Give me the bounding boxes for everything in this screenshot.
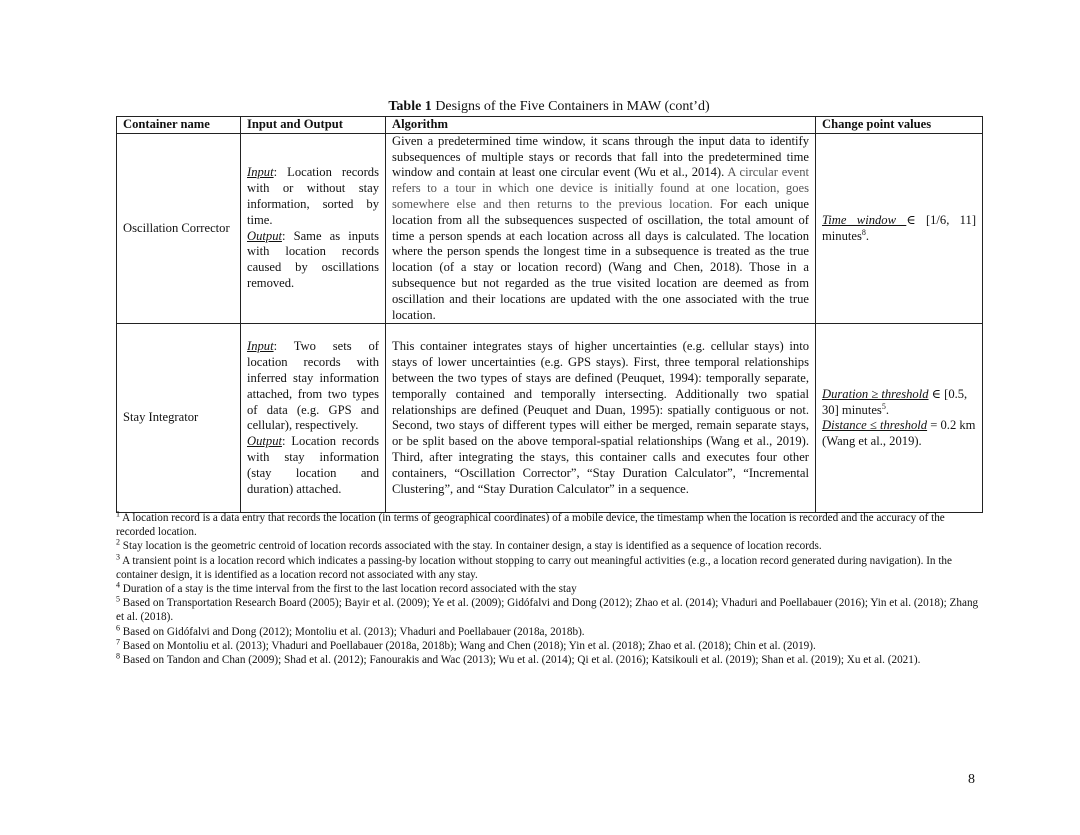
- footnotes: [116, 511, 982, 667]
- row2-container-name: Stay Integrator: [117, 324, 241, 513]
- row2-output-text: : Location records with stay information (stay location and duration) attached.: [247, 434, 379, 496]
- header-container-name: Container name: [117, 117, 241, 134]
- footnote-8-text: Based on Tandon and Chan (2009); Shad et al. (2012); Fanourakis and Wac (2013); Wu et al. (2014); Qi et al. (2016); Katsikouli et al. (2019); Shan et al. (2019); Xu et al. (2021).: [120, 654, 921, 667]
- footnote-1-text: A location record is a data entry that records the location (in terms of geographical coordinates) of a mobile device, the timestamp when the location is recorded and the accuracy of the recorded location.: [116, 512, 945, 539]
- footnote-2-text: Stay location is the geometric centroid of location records associated with the stay. In container design, a stay is identified as a sequence of location records.: [120, 540, 822, 553]
- row1-container-name: Oscillation Corrector: [117, 133, 241, 324]
- row2-change-val1: ∈ [0.5, 30] minutes: [822, 386, 968, 417]
- footnote-8-number: 8: [116, 651, 120, 661]
- header-input-output: Input and Output: [241, 117, 386, 134]
- footnote-6-text: Based on Gidófalvi and Dong (2012); Montoliu et al. (2013); Vhaduri and Poellabauer (2018a, 2018b).: [120, 625, 585, 638]
- row1-algorithm-part3: For each unique location from all the subsequences suspected of oscillation, the total amount of time a person spends at each location across all days is calculated. The location where the person spends the longest time in a subsequence is treated as the true location (of a stay or location record) (Wang and Chen, 2018). Those in a subsequence but not regarded as the true visited location are deemed as from oscillation and their locations are updated with the one associated with the true location.: [392, 196, 809, 322]
- footnote-5: [116, 596, 982, 624]
- footnote-6: [116, 622, 982, 639]
- row1-change-var: Time window: [822, 212, 907, 227]
- row1-output-text: : Same as inputs with location records caused by oscillations removed.: [247, 228, 379, 290]
- table-row: [117, 324, 983, 513]
- row2-change-val2: = 0.2 km (Wang et al., 2019).: [822, 418, 976, 449]
- row2-output-label: Output: [247, 434, 282, 449]
- row1-change-point: [816, 133, 983, 324]
- footnote-8: [116, 653, 982, 667]
- row1-change-tail: .: [865, 228, 870, 243]
- footnote-2-number: 2: [116, 537, 120, 547]
- row2-input-label: Input: [247, 339, 274, 354]
- footnote-4-text: Duration of a stay is the time interval from the first to the last location record associated with the stay: [120, 583, 577, 596]
- row2-input-output: [241, 324, 386, 513]
- table-header-row: [117, 117, 983, 134]
- row1-input-label: Input: [247, 165, 274, 180]
- table-caption-text: Designs of the Five Containers in MAW (cont’d): [435, 99, 710, 114]
- row1-output-label: Output: [247, 228, 282, 243]
- row1-algorithm: [386, 133, 816, 324]
- footnote-5-text: Based on Transportation Research Board (2005); Bayir et al. (2009); Ye et al. (2009); Gidófalvi and Dong (2012); Zhao et al. (2014); Vhaduri and Poellabauer (2016); Yin et al. (2018); Zhang et al. (2018).: [116, 597, 979, 624]
- row1-change-value: ∈ [1/6, 11] minutes: [822, 212, 977, 243]
- table-caption: [116, 98, 982, 116]
- row2-change-var2: Distance ≤ threshold: [822, 418, 928, 433]
- footnote-2: [116, 539, 982, 553]
- row2-algorithm: This container integrates stays of higher uncertainties (e.g. cellular stays) into stays of lower uncertainties (e.g. GPS stays). First, three temporal relationships between the two types of stays are defined (Peuquet, 1994): temporally separate, temporally contained and temporally intersecting. Additionally two spatial relationships are defined (Peuquet and Duan, 1995): spatially contiguous or not. Second, two stays of different types will either be merged, remain separate stays, or be split based on the above temporal-spatial relationships (Wang et al., 2019). Third, after integrating the stays, this container calls and executes four other containers, “Oscillation Corrector”, “Stay Duration Calculator”, “Incremental Clustering”, and “Stay Duration Calculator” in a sequence.: [386, 324, 816, 513]
- footnote-3-text: A transient point is a location record which indicates a passing-by location without stopping to carry out meaningful activities (e.g., a location record generated during navigation). In the container design, it is identified as a location record not associated with any stay.: [116, 554, 952, 581]
- footnote-7: [116, 639, 982, 653]
- header-algorithm: Algorithm: [386, 117, 816, 134]
- header-change-point-values: Change point values: [816, 117, 983, 134]
- row2-change-var1: Duration ≥ threshold: [822, 386, 929, 401]
- footnote-1: [116, 511, 982, 539]
- containers-table: [116, 116, 983, 513]
- footnote-7-number: 7: [116, 637, 120, 647]
- footnote-4-number: 4: [116, 580, 120, 590]
- footnote-7-text: Based on Montoliu et al. (2013); Vhaduri and Poellabauer (2018a, 2018b); Wang and Chen (2018); Yin et al. (2018); Zhao et al. (2018); Chin et al. (2019).: [120, 639, 816, 652]
- page-number: 8: [968, 772, 975, 787]
- row2-input-text: : Two sets of location records with inferred stay information attached, from two types of data (e.g. GPS and cellular), respectively.: [247, 339, 379, 433]
- row1-change-sup: 8: [861, 227, 866, 237]
- row2-change-tail1: .: [885, 402, 889, 417]
- footnote-5-number: 5: [116, 594, 120, 604]
- row1-input-text: : Location records with or without stay information, sorted by time.: [247, 165, 379, 227]
- table-row: [117, 133, 983, 324]
- row2-change-point: [816, 324, 983, 513]
- footnote-4: [116, 582, 982, 596]
- table-caption-label: Table 1: [388, 99, 432, 114]
- row1-algorithm-part2: A circular event refers to a tour in which one device is initially found at one location, goes somewhere else and then returns to the previous location.: [392, 165, 809, 211]
- footnote-6-number: 6: [116, 622, 120, 632]
- row1-input-output: [241, 133, 386, 324]
- footnote-3: [116, 551, 982, 582]
- footnote-1-number: 1: [116, 509, 120, 519]
- row1-algorithm-part1: Given a predetermined time window, it scans through the input data to identify subsequences of multiple stays or records that fall into the predetermined time window and contain at least one circular event (Wu et al., 2014).: [392, 133, 809, 180]
- row2-change-sup1: 5: [881, 401, 886, 411]
- footnote-3-number: 3: [116, 551, 120, 561]
